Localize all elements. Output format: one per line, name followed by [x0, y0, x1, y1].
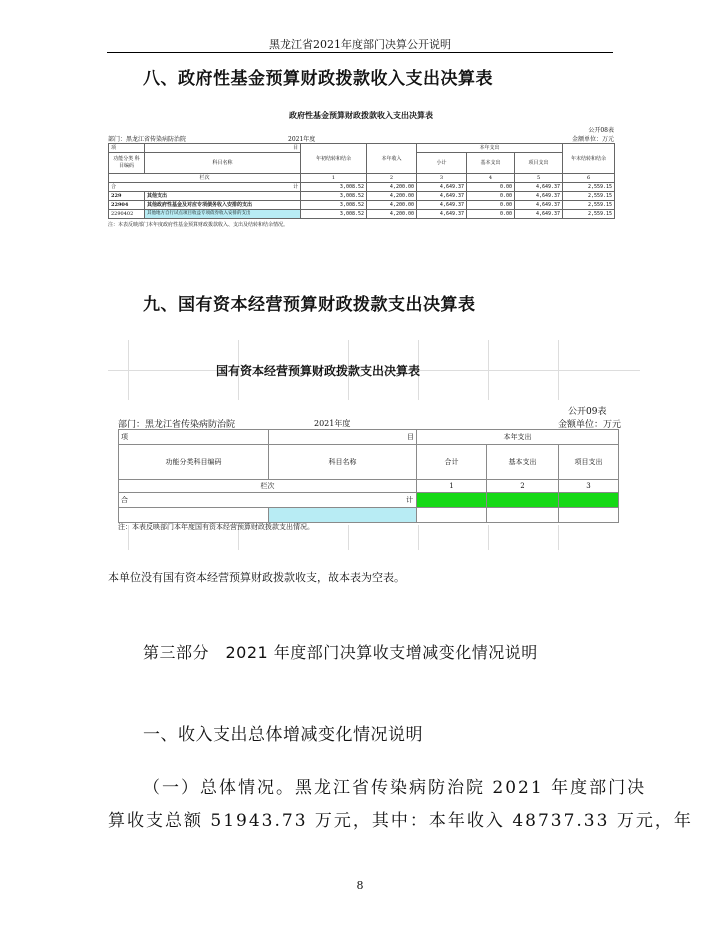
- col-basic: 基本支出: [487, 445, 559, 480]
- state-capital-table-figure: [108, 340, 640, 550]
- col-begin-balance: 年初结转和结余: [301, 144, 367, 174]
- empty-cell: [487, 508, 559, 523]
- col-income: 本年收入: [367, 144, 417, 174]
- year-label: 2021年度: [314, 419, 351, 428]
- total-he: 合: [111, 184, 117, 190]
- row-value: 0.00: [467, 201, 515, 210]
- row-code: 22904: [109, 201, 145, 210]
- total-he: 合: [121, 496, 128, 504]
- row-name: 其他政府性基金及对应专项债务收入安排的支出: [145, 201, 301, 210]
- year-label: 2021年度: [288, 136, 316, 143]
- empty-cell: [119, 508, 269, 523]
- fund-table: [108, 143, 615, 219]
- table-row: [119, 508, 619, 523]
- header-divider: [107, 52, 613, 53]
- row-value: 4,200.00: [367, 210, 417, 219]
- empty-cell: [269, 508, 417, 523]
- section-9-heading: 九、国有资本经营预算财政拨款支出决算表: [143, 295, 476, 315]
- lanci-label: 栏次: [109, 174, 301, 183]
- row-value: 0.00: [467, 192, 515, 201]
- col-code: 功能分类 科目编码: [109, 153, 145, 174]
- col-subtotal: 小计: [417, 153, 467, 174]
- lanci-label: 栏次: [119, 480, 417, 493]
- department-label: 部门：黑龙江省传染病防治院: [108, 136, 187, 143]
- col-xiang: 项: [119, 430, 269, 445]
- total-value: 0.00: [467, 183, 515, 192]
- department-label: 部门：黑龙江省传染病防治院: [118, 420, 236, 430]
- row-value: 3,008.52: [301, 210, 367, 219]
- table-row: [109, 192, 615, 201]
- row-value: 4,649.37: [515, 192, 563, 201]
- row-value: 3,008.52: [301, 201, 367, 210]
- col-project: 项目支出: [559, 445, 619, 480]
- total-value: 4,200.00: [367, 183, 417, 192]
- col-expend-group: 本年支出: [417, 144, 563, 153]
- lanci-1: 1: [301, 174, 367, 183]
- col-name: 科目名称: [145, 153, 301, 174]
- col-mu: 目: [269, 430, 417, 445]
- row-value: 2,559.15: [563, 210, 615, 219]
- row-value: 4,649.37: [417, 192, 467, 201]
- page-header: 黑龙江省2021年度部门决算公开说明: [269, 38, 451, 51]
- total-value: 2,559.15: [563, 183, 615, 192]
- col-total: 合计: [417, 445, 487, 480]
- empty-table-statement: 本单位没有国有资本经营预算财政拨款收支，故本表为空表。: [108, 571, 405, 584]
- lanci-3: 3: [417, 174, 467, 183]
- lanci-3: 3: [559, 480, 619, 493]
- total-value: 4,649.37: [417, 183, 467, 192]
- total-cell: [417, 493, 487, 508]
- total-ji: 计: [293, 184, 299, 190]
- form-number: 公开09表: [568, 407, 607, 417]
- form-number: 公开08表: [588, 127, 614, 134]
- paragraph-line-2: 算收支总额 51943.73 万元，其中：本年收入 48737.33 万元，年: [108, 811, 693, 831]
- row-code: 229: [109, 192, 145, 201]
- fund-table-figure: [108, 110, 614, 228]
- row-value: 0.00: [467, 210, 515, 219]
- row-value: 4,649.37: [515, 210, 563, 219]
- row-value: 4,200.00: [367, 201, 417, 210]
- row-code: 2290402: [109, 210, 145, 219]
- col-mu: 目: [145, 144, 301, 153]
- table-note: 注：本表反映部门本年度政府性基金预算财政拨款收入、支出及结转和结余情况。: [108, 222, 289, 228]
- unit-label: 金额单位：万元: [571, 136, 614, 143]
- row-value: 4,200.00: [367, 192, 417, 201]
- total-ji: 计: [406, 496, 413, 504]
- row-value: 2,559.15: [563, 201, 615, 210]
- lanci-2: 2: [487, 480, 559, 493]
- col-code: 功能分类科目编码: [119, 445, 269, 480]
- row-value: 3,008.52: [301, 192, 367, 201]
- lanci-1: 1: [417, 480, 487, 493]
- total-value: 3,008.52: [301, 183, 367, 192]
- lanci-2: 2: [367, 174, 417, 183]
- page-number: 8: [356, 879, 364, 892]
- total-cell: [559, 493, 619, 508]
- table-title: 国有资本经营预算财政拨款支出决算表: [215, 364, 420, 378]
- lanci-5: 5: [515, 174, 563, 183]
- row-value: 4,649.37: [417, 201, 467, 210]
- row-value: 4,649.37: [515, 201, 563, 210]
- row-value: 2,559.15: [563, 192, 615, 201]
- row-name: 其他地方自行试点项目收益专项债券收入安排的支出: [145, 210, 301, 219]
- col-project: 项目支出: [515, 153, 563, 174]
- part-3-heading: 第三部分 2021 年度部门决算收支增减变化情况说明: [143, 643, 538, 662]
- paragraph-line-1: （一）总体情况。黑龙江省传染病防治院 2021 年度部门决: [143, 778, 647, 798]
- total-row: [119, 493, 619, 508]
- row-value: 4,649.37: [417, 210, 467, 219]
- total-cell: [487, 493, 559, 508]
- empty-cell: [559, 508, 619, 523]
- table-note: 注：本表反映部门本年度国有资本经营预算财政拨款支出情况。: [118, 523, 314, 531]
- col-basic: 基本支出: [467, 153, 515, 174]
- unit-label: 金额单位：万元: [558, 420, 622, 430]
- table-title: 政府性基金预算财政拨款收入支出决算表: [289, 111, 433, 120]
- col-name: 科目名称: [269, 445, 417, 480]
- state-capital-table: [118, 429, 619, 523]
- col-end-balance: 年末结转和结余: [563, 144, 615, 174]
- total-value: 4,649.37: [515, 183, 563, 192]
- table-row: [109, 210, 615, 219]
- col-expend-group: 本年支出: [417, 430, 619, 445]
- col-xiang: 项: [109, 144, 145, 153]
- table-row: [109, 201, 615, 210]
- lanci-6: 6: [563, 174, 615, 183]
- section-8-heading: 八、政府性基金预算财政拨款收入支出决算表: [143, 69, 493, 89]
- subsection-1-heading: 一、收入支出总体增减变化情况说明: [143, 725, 423, 745]
- empty-cell: [417, 508, 487, 523]
- lanci-4: 4: [467, 174, 515, 183]
- total-row: [109, 183, 615, 192]
- row-name: 其他支出: [145, 192, 301, 201]
